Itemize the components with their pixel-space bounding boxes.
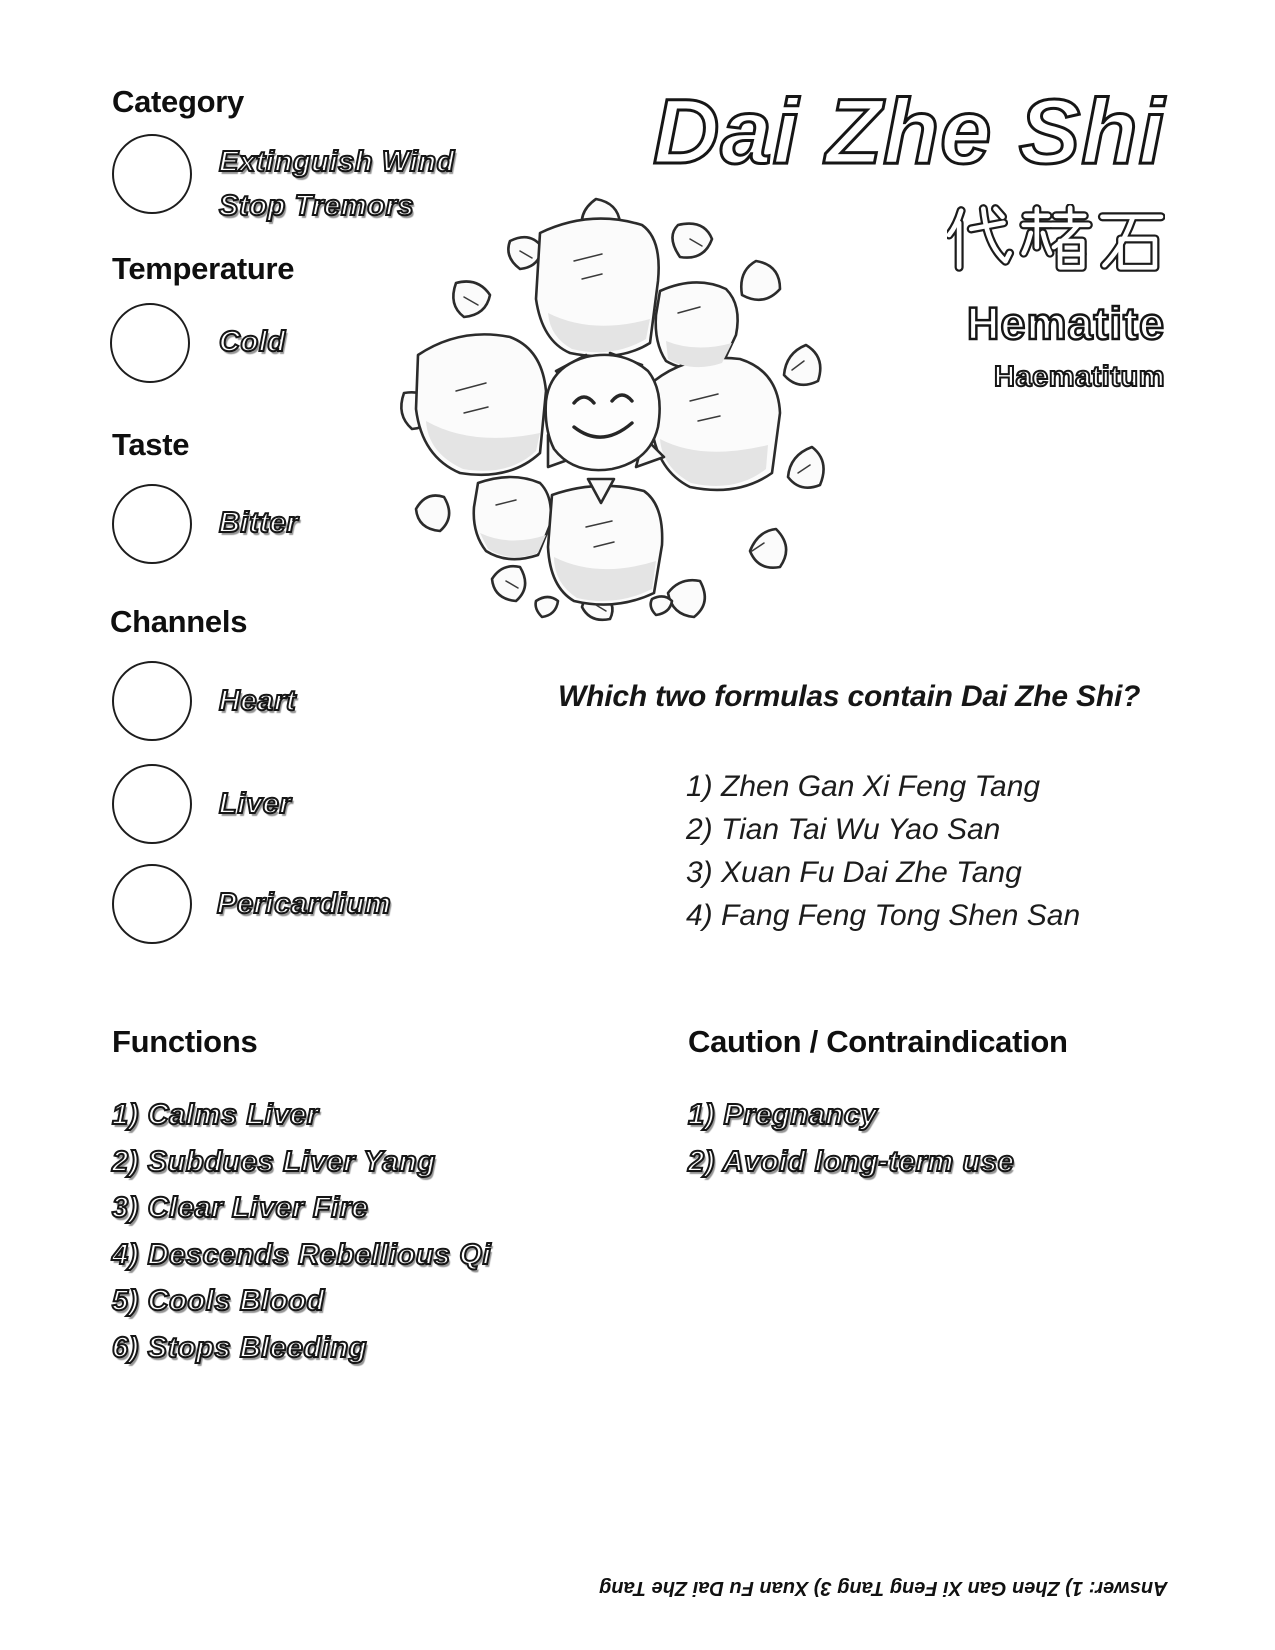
function-item: 4) Descends Rebellious Qi <box>112 1238 492 1271</box>
temperature-heading: Temperature <box>112 251 295 286</box>
channels-heading: Channels <box>110 604 248 639</box>
caution-item: 2) Avoid long-term use <box>688 1145 1015 1178</box>
functions-heading: Functions <box>112 1024 258 1059</box>
smiley-face-rock <box>546 355 660 470</box>
category-heading: Category <box>112 84 244 119</box>
title-hanzi <box>653 204 1165 281</box>
taste-bubble[interactable] <box>112 484 192 564</box>
quiz-question: Which two formulas contain Dai Zhe Shi? <box>558 680 1141 713</box>
taste-value: Bitter <box>219 507 299 539</box>
function-item: 1) Calms Liver <box>112 1099 319 1131</box>
channel-bubble-pericardium[interactable] <box>112 864 192 944</box>
channel-label-liver: Liver <box>219 788 292 820</box>
category-value-line2: Stop Tremors <box>219 190 415 222</box>
quiz-option: 2) Tian Tai Wu Yao San <box>686 813 1001 846</box>
functions-list <box>112 1092 491 1371</box>
page-title: Dai Zhe Shi <box>653 81 1165 183</box>
function-item: 3) Clear Liver Fire <box>112 1192 369 1224</box>
function-item: 5) Cools Blood <box>112 1285 325 1317</box>
category-bubble[interactable] <box>112 134 192 214</box>
taste-heading: Taste <box>112 427 190 462</box>
channel-label-heart: Heart <box>219 685 297 717</box>
temperature-bubble[interactable] <box>110 303 190 383</box>
quiz-option: 3) Xuan Fu Dai Zhe Tang <box>686 856 1022 889</box>
caution-list <box>688 1092 1014 1185</box>
caution-heading: Caution / Contraindication <box>688 1024 1068 1059</box>
channel-bubble-heart[interactable] <box>112 661 192 741</box>
category-value-line1: Extinguish Wind <box>219 146 455 178</box>
temperature-value: Cold <box>219 326 286 358</box>
function-item: 6) Stops Bleeding <box>112 1331 368 1364</box>
title-latin: Haematitum <box>994 361 1165 393</box>
quiz-option: 4) Fang Feng Tong Shen San <box>686 899 1081 932</box>
answer-key: Answer: 1) Zhen Gan Xi Feng Tang 3) Xuan Fu Dai Zhe Tang <box>599 1577 1168 1599</box>
title-block <box>653 81 1165 393</box>
title-english: Hematite <box>966 298 1165 349</box>
channel-bubble-liver[interactable] <box>112 764 192 844</box>
function-item: 2) Subdues Liver Yang <box>112 1145 436 1178</box>
caution-item: 1) Pregnancy <box>688 1099 878 1131</box>
quiz-options <box>686 765 1080 937</box>
quiz-option: 1) Zhen Gan Xi Feng Tang <box>686 770 1041 803</box>
hanzi-calligraphy <box>947 204 1165 276</box>
channel-label-pericardium: Pericardium <box>217 888 392 920</box>
